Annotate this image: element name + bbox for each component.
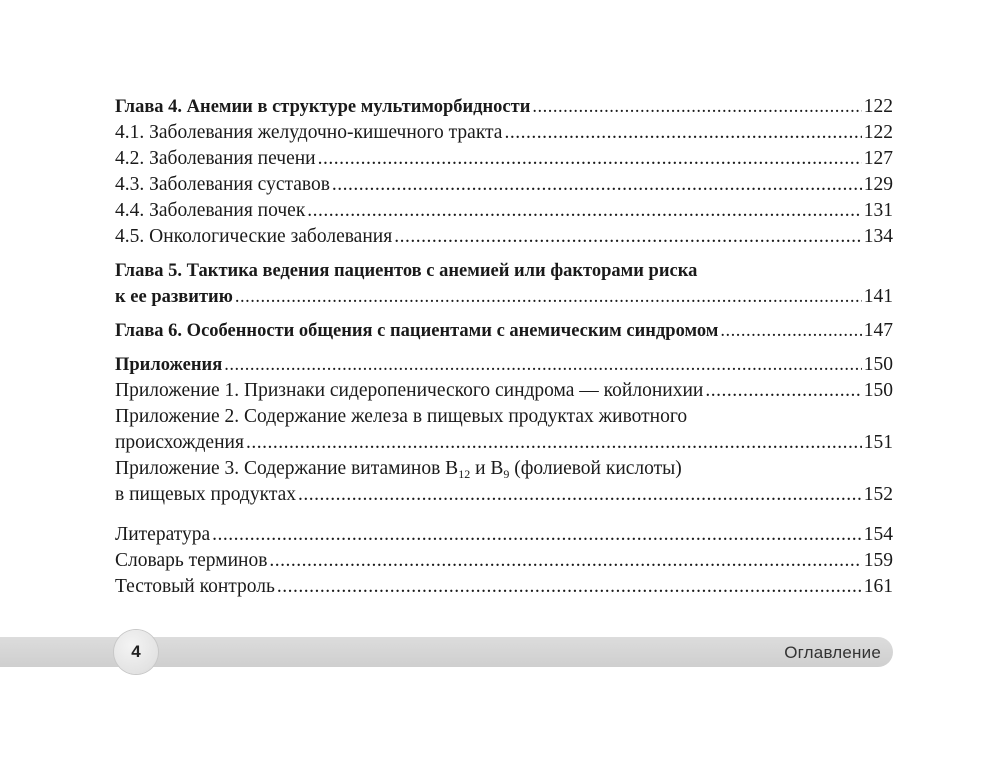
leader-dots (394, 224, 862, 250)
title-part-1: Приложение 3. Содержание витаминов B (115, 458, 459, 479)
toc-entry-title: Литература (115, 524, 211, 545)
toc-entry-test[interactable] (115, 574, 893, 600)
leader-dots (235, 284, 862, 310)
leader-dots (269, 548, 861, 574)
toc-entry-appendix-3[interactable] (115, 456, 893, 508)
subscript-9: 9 (503, 467, 510, 481)
toc-entry-title-line-2: к ее развитию (115, 287, 233, 307)
leader-dots (705, 378, 861, 404)
toc-entry-section-4-2[interactable] (115, 146, 893, 172)
title-part-2: и B (470, 458, 504, 479)
toc-entry-appendix-1[interactable] (115, 378, 893, 404)
toc-entry-title: Приложение 1. Признаки сидеропенического синдрома — койлонихии (115, 380, 704, 401)
toc-entry-section-4-5[interactable] (115, 224, 893, 250)
footer-section-label: Оглавление (784, 643, 881, 662)
toc-entry-title: 4.5. Онкологические заболевания (115, 226, 393, 247)
toc-entry-title: 4.1. Заболевания желудочно-кишечного тракта (115, 122, 503, 143)
toc-entry-page: 122 (863, 122, 893, 143)
page-number-badge: 4 (114, 630, 158, 674)
leader-dots (298, 482, 862, 508)
leader-dots (224, 352, 862, 378)
table-of-contents (115, 94, 893, 600)
toc-entry-title: 4.4. Заболевания почек (115, 200, 306, 221)
toc-entry-title-line-1: Приложение 2. Содержание железа в пищевых продуктах животного (115, 406, 688, 427)
leader-dots (532, 94, 861, 120)
toc-entry-page: 122 (863, 96, 893, 117)
leader-dots (307, 198, 861, 224)
toc-entry-chapter-5[interactable] (115, 258, 893, 310)
toc-entry-literature[interactable] (115, 522, 893, 548)
toc-entry-page: 134 (863, 226, 893, 247)
toc-entry-page: 154 (863, 524, 893, 545)
toc-entry-page: 151 (863, 432, 893, 453)
toc-entry-page: 159 (863, 550, 893, 571)
toc-entry-page: 150 (863, 380, 893, 401)
title-part-3: (фолиевой кислоты) (509, 458, 682, 479)
toc-entry-page: 150 (863, 354, 893, 375)
leader-dots (332, 172, 862, 198)
toc-entry-section-4-4[interactable] (115, 198, 893, 224)
leader-dots (720, 318, 861, 344)
toc-entry-appendix-2[interactable] (115, 404, 893, 456)
toc-entry-title: Глава 4. Анемии в структуре мультиморбидности (115, 97, 531, 117)
toc-entry-section-4-3[interactable] (115, 172, 893, 198)
toc-entry-title-line-2: происхождения (115, 432, 244, 453)
toc-entry-title-line-1: Глава 5. Тактика ведения пациентов с анемией или факторами риска (115, 261, 698, 281)
toc-entry-chapter-6[interactable] (115, 318, 893, 344)
leader-dots (212, 522, 862, 548)
toc-entry-title-line-1 (115, 456, 893, 482)
toc-entry-page: 141 (863, 286, 893, 307)
toc-entry-title: 4.3. Заболевания суставов (115, 174, 330, 195)
leader-dots (246, 430, 862, 456)
toc-entry-chapter-4[interactable] (115, 94, 893, 120)
toc-entry-title-line-2: в пищевых продуктах (115, 484, 296, 505)
toc-entry-page: 131 (863, 200, 893, 221)
toc-entry-title: 4.2. Заболевания печени (115, 148, 316, 169)
toc-entry-page: 129 (863, 174, 893, 195)
leader-dots (504, 120, 861, 146)
toc-entry-appendices[interactable] (115, 352, 893, 378)
toc-entry-title: Глава 6. Особенности общения с пациентами с анемическим синдромом (115, 321, 719, 341)
toc-entry-glossary[interactable] (115, 548, 893, 574)
leader-dots (318, 146, 862, 172)
subscript-12: 12 (458, 467, 471, 481)
toc-entry-section-4-1[interactable] (115, 120, 893, 146)
toc-entry-title: Словарь терминов (115, 550, 268, 571)
toc-entry-page: 161 (863, 576, 893, 597)
toc-entry-title: Тестовый контроль (115, 576, 275, 597)
toc-entry-title: Приложения (115, 355, 223, 375)
toc-entry-page: 152 (863, 484, 893, 505)
toc-entry-page: 127 (863, 148, 893, 169)
leader-dots (277, 574, 862, 600)
toc-entry-page: 147 (863, 320, 893, 341)
